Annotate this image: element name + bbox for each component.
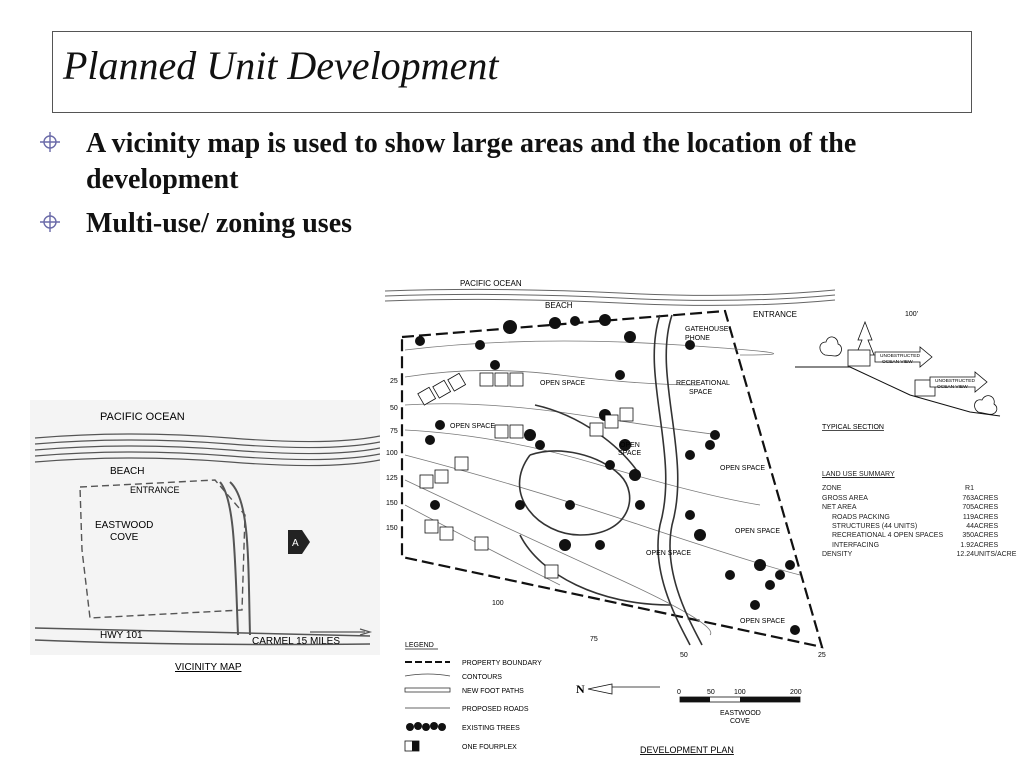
contour-label: 50 <box>390 405 398 412</box>
land-use-row <box>822 541 1022 550</box>
contour-label: 125 <box>386 475 398 482</box>
land-use-label: INTERFACING <box>832 541 880 549</box>
typical-section <box>790 300 1020 435</box>
land-use-value: 705 <box>962 504 974 512</box>
crosshair-bullet-icon <box>40 132 60 152</box>
land-use-row <box>822 494 1022 503</box>
bullet-item <box>36 126 996 198</box>
land-use-row <box>822 531 1022 540</box>
scale-bar <box>677 689 802 702</box>
vicinity-carmel-label: CARMEL 15 MILES <box>252 636 340 647</box>
bullet-text: A vicinity map is used to show large areas and the location of the development <box>86 128 857 195</box>
plan-entrance-label: ENTRANCE <box>753 310 798 319</box>
north-label: N <box>576 682 585 696</box>
land-use-unit: ACRES <box>974 504 999 512</box>
land-use-label: RECREATIONAL 4 OPEN SPACES <box>832 532 944 540</box>
legend-item: ONE FOURPLEX <box>462 744 517 751</box>
contour-label: 150 <box>386 500 398 507</box>
plan-recreational-space-label: SPACE <box>689 389 713 396</box>
land-use-label: DENSITY <box>822 551 853 559</box>
contour-label: 25 <box>818 652 826 659</box>
contour-label: 100 <box>492 600 504 607</box>
plan-open-space-label: OPEN SPACE <box>720 465 765 472</box>
plan-open-label: OPEN <box>620 442 640 449</box>
vicinity-ocean-label: PACIFIC OCEAN <box>100 411 185 423</box>
plan-open-space-label: OPEN SPACE <box>646 550 691 557</box>
plan-phone-label: PHONE <box>685 335 710 342</box>
land-use-row <box>822 513 1022 522</box>
contour-label: 100 <box>386 450 398 457</box>
land-use-label: GROSS AREA <box>822 494 868 502</box>
legend-item: CONTOURS <box>462 674 502 681</box>
bullet-text: Multi-use/ zoning uses <box>86 208 353 239</box>
scale-tick: 200 <box>790 689 802 696</box>
vicinity-map-caption: VICINITY MAP <box>175 662 242 673</box>
vicinity-cove-label-2: COVE <box>110 532 139 543</box>
contour-label: 25 <box>390 378 398 385</box>
plan-beach-label: BEACH <box>545 301 573 310</box>
land-use-unit: ACRES <box>974 513 999 521</box>
scale-tick: 50 <box>707 689 715 696</box>
vicinity-beach-label: BEACH <box>110 466 145 477</box>
section-dimension: 100' <box>905 311 919 318</box>
legend-title: LEGEND <box>405 642 434 649</box>
contour-label: 75 <box>590 636 598 643</box>
legend-item: PROPOSED ROADS <box>462 706 529 713</box>
land-use-unit: ACRES <box>974 541 999 549</box>
vicinity-map <box>30 400 380 690</box>
house-icon <box>848 350 870 366</box>
existing-trees <box>415 314 800 635</box>
plan-gatehouse-label: GATEHOUSE <box>685 326 729 333</box>
tree-icon <box>820 337 842 356</box>
plan-ocean-label: PACIFIC OCEAN <box>460 279 522 288</box>
land-use-label: ZONE <box>822 485 842 493</box>
land-use-title: LAND USE SUMMARY <box>822 471 895 478</box>
vicinity-hwy-label: HWY 101 <box>100 630 143 641</box>
plan-open-space-label: OPEN SPACE <box>450 423 495 430</box>
property-boundary <box>402 311 822 647</box>
legend-item: PROPERTY BOUNDARY <box>462 660 542 667</box>
land-use-unit: UNITS/ACRE <box>974 551 1017 559</box>
land-use-label: ROADS PACKING <box>832 513 890 521</box>
land-use-row <box>822 522 1022 531</box>
typical-section-label: TYPICAL SECTION <box>822 424 884 431</box>
land-use-unit: ACRES <box>974 522 999 530</box>
contour-label: 75 <box>390 428 398 435</box>
section-view-label: UNOBSTRUCTED <box>935 379 975 384</box>
arrow-letter: A <box>292 538 299 549</box>
land-use-row <box>822 484 1022 493</box>
north-arrow-icon <box>588 684 660 694</box>
land-use-value: 119 <box>962 513 974 521</box>
title-box <box>52 31 972 113</box>
legend-item: EXISTING TREES <box>462 725 520 732</box>
land-use-rows <box>822 484 1022 559</box>
contour-label: 50 <box>680 652 688 659</box>
contour-label: 150 <box>386 525 398 532</box>
land-use-value: 44 <box>966 522 974 530</box>
land-use-value: R1 <box>965 485 974 493</box>
scale-tick: 100 <box>734 689 746 696</box>
plan-recreational-label: RECREATIONAL <box>676 380 730 387</box>
section-view-label: OCEAN VIEW <box>937 385 968 390</box>
land-use-label: STRUCTURES (44 UNITS) <box>832 522 918 530</box>
scale-name: EASTWOOD <box>720 710 761 717</box>
land-use-value: 12.24 <box>956 551 974 559</box>
land-use-label: NET AREA <box>822 504 857 512</box>
land-use-value: 763 <box>962 494 974 502</box>
vicinity-cove-label: EASTWOOD <box>95 520 154 531</box>
land-use-summary <box>822 470 1022 560</box>
land-use-value: 350 <box>962 532 974 540</box>
development-plan-caption: DEVELOPMENT PLAN <box>640 745 734 755</box>
land-use-row <box>822 550 1022 559</box>
crosshair-bullet-icon <box>40 212 60 232</box>
plan-open-space-label: OPEN SPACE <box>735 528 780 535</box>
plan-open-space-label: SPACE <box>618 450 642 457</box>
section-view-label: UNOBSTRUCTED <box>880 354 920 359</box>
legend-item: NEW FOOT PATHS <box>462 688 524 695</box>
slide-title: Planned Unit Development <box>63 43 499 88</box>
tree-icon <box>975 396 997 415</box>
land-use-unit: ACRES <box>974 494 999 502</box>
section-view-label: OCEAN VIEW <box>882 360 913 365</box>
bullet-list <box>36 126 996 250</box>
land-use-value: 1.92 <box>960 541 974 549</box>
vicinity-entrance-label: ENTRANCE <box>130 485 180 495</box>
plan-open-space-label: OPEN SPACE <box>540 380 585 387</box>
land-use-unit: ACRES <box>974 532 999 540</box>
legend <box>405 660 542 751</box>
bullet-item <box>36 206 996 242</box>
scale-tick: 0 <box>677 689 681 696</box>
plan-open-space-label: OPEN SPACE <box>740 618 785 625</box>
land-use-row <box>822 503 1022 512</box>
development-plan <box>380 275 840 765</box>
scale-name-2: COVE <box>730 718 750 725</box>
